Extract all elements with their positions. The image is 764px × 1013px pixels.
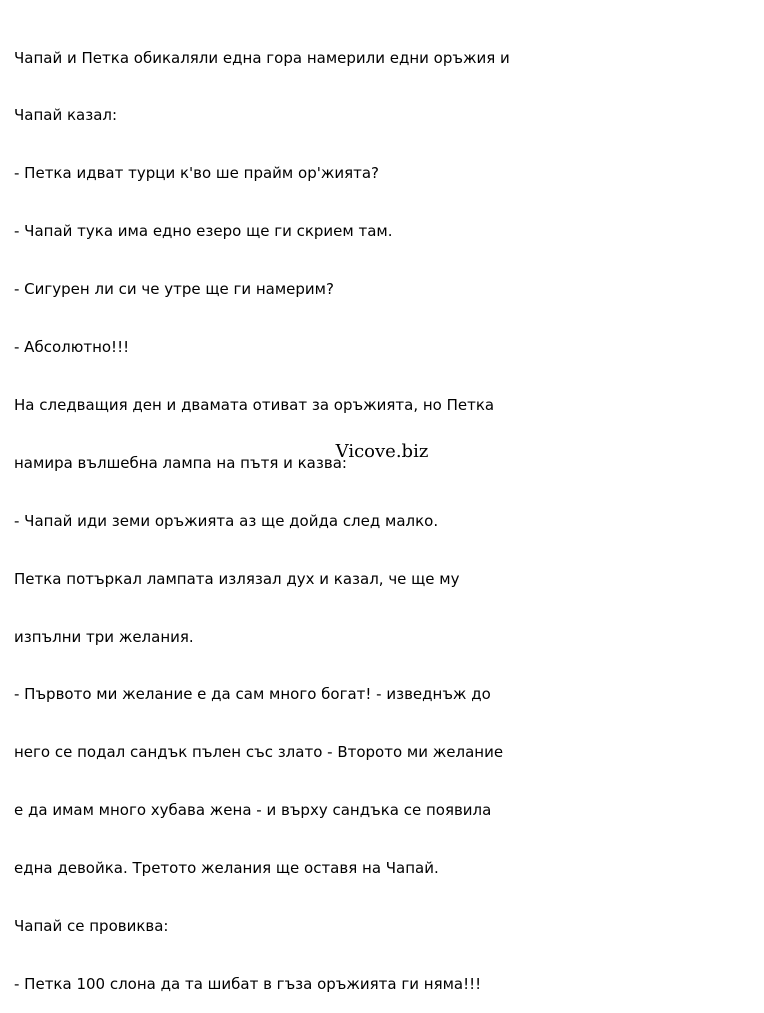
joke-line: - Петка идват турци к'во ше прайм ор'жията? (14, 164, 380, 183)
joke-line: - Петка 100 слона да та шибат в гъза оръжията ги няма!!! (14, 974, 482, 993)
joke-line: е да имам много хубава жена - и върху сандъка се появила (14, 801, 492, 820)
joke-line: - Чапай иди земи оръжията аз ще дойда след малко. (14, 511, 439, 530)
joke-line: - Чапай тука има едно езеро ще ги скрием там. (14, 222, 393, 241)
joke-line: Чапай се провиква: (14, 916, 169, 935)
site-watermark: Vicove.biz (335, 441, 429, 462)
joke-line: намира вълшебна лампа на пътя и казва: (14, 453, 347, 472)
joke-line: - Абсолютно!!! (14, 338, 130, 357)
joke-line: На следващия ден и двамата отиват за оръжията, но Петка (14, 395, 495, 414)
joke-line: Чапай казал: (14, 106, 118, 125)
joke-line: изпълни три желания. (14, 627, 194, 646)
joke-line: - Първото ми желание е да сам много богат! - изведнъж до (14, 685, 491, 704)
joke-line: него се подал сандък пълен със злато - Второто ми желание (14, 743, 504, 762)
joke-line: Петка потъркал лампата излязал дух и казал, че ще му (14, 569, 460, 588)
joke-line: Чапай и Петка обикаляли една гора намерили едни оръжия и (14, 48, 510, 67)
joke-line: - Сигурен ли си че утре ще ги намерим? (14, 280, 334, 299)
joke-line: една девойка. Третото желания ще оставя на Чапай. (14, 859, 439, 878)
joke-text (14, 10, 754, 1013)
